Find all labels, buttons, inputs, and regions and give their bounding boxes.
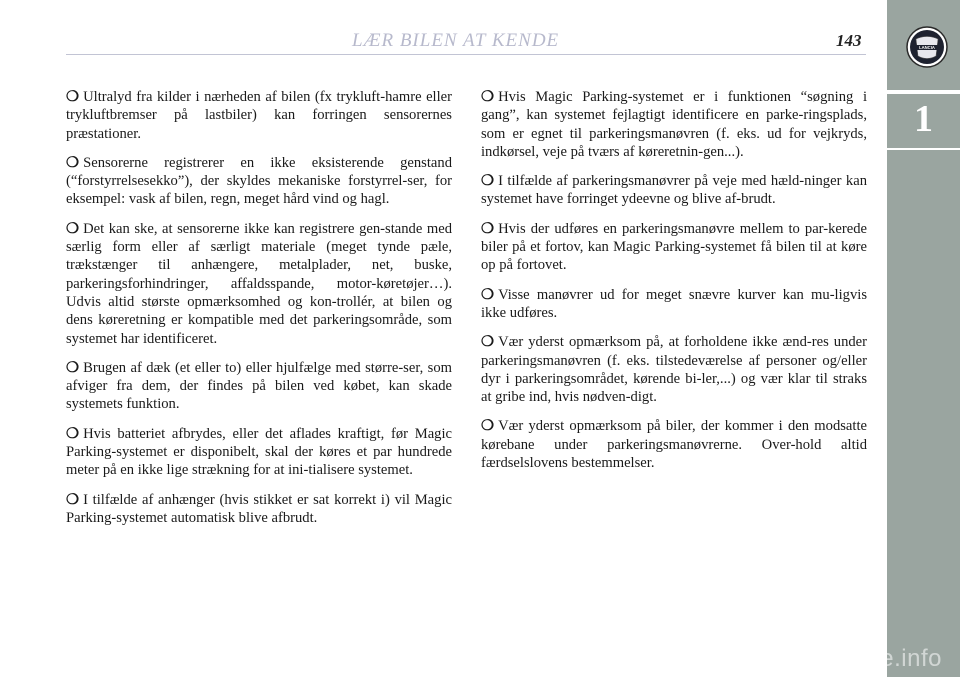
bullet-paragraph [481, 88, 867, 161]
paragraph-text: Vær yderst opmærksom på, at forholdene ikke ænd-res under parkeringsmanøvren (f. eks. tilstedeværelse af personer og/eller dyr i parkeringsområdet, kørende bi-ler,...) og vær klar til straks at gribe ind, hvis nødven-digt. [481, 334, 867, 406]
bullet-icon: ❍ [481, 89, 495, 105]
paragraph-text: Sensorerne registrerer en ikke eksisterende genstand (“forstyrrelsesekko”), der skyldes mekaniske forstyrrel-ser, for eksempel: vask af bilen, regn, meget hård vind og hagl. [66, 154, 452, 208]
bullet-icon: ❍ [481, 173, 495, 190]
lancia-logo-icon [905, 25, 949, 69]
bullet-icon: ❍ [481, 286, 495, 303]
page-header-title: LÆR BILEN AT KENDE [352, 30, 560, 51]
bullet-icon: ❍ [481, 334, 495, 351]
bullet-icon: ❍ [66, 220, 80, 237]
bullet-paragraph [481, 286, 867, 323]
paragraph-text: Hvis Magic Parking-systemet er i funktionen “søgning i gang”, kan systemet fejlagtigt identificere en parke-ringsplads, som er egnet til parkeringsmanøvren (f. eks. ud for vejkryds, indkørsel, veje på tværs af køreretnin-gen...). [481, 89, 867, 160]
bullet-icon: ❍ [481, 220, 495, 237]
logo-text: LANCIA [919, 45, 935, 50]
bullet-icon: ❍ [66, 154, 80, 171]
tab-divider [887, 148, 960, 150]
bullet-paragraph [66, 154, 452, 209]
bullet-paragraph [481, 333, 867, 406]
bullet-paragraph [66, 359, 452, 414]
bullet-paragraph [481, 417, 867, 472]
right-text-column [481, 88, 867, 483]
paragraph-text: Brugen af dæk (et eller to) eller hjulfælge med større-ser, som afviger fra dem, der findes på bilen ved købet, kan skade systemets funktion. [66, 359, 452, 413]
bullet-paragraph [66, 220, 452, 348]
bullet-icon: ❍ [481, 418, 495, 435]
paragraph-text: Det kan ske, at sensorerne ikke kan registrere gen-stande med særlig form eller af særligt materiale (meget tynde pæle, trækstænger til anhængere, metalplader, net, buske, parkeringsforhindringer, affaldsspande, motor-køretøjer…). Udvis altid største opmærksomhed og kon-trollér, at bilen og dens køreretning er kompatible med det parkeringsområde, som systemet har identificeret. [66, 220, 452, 347]
bullet-paragraph [66, 88, 452, 143]
header-divider [66, 54, 866, 55]
paragraph-text: I tilfælde af anhænger (hvis stikket er sat korrekt i) vil Magic Parking-systemet automatisk blive afbrudt. [66, 491, 452, 526]
bullet-icon: ❍ [66, 425, 80, 442]
bullet-paragraph [66, 425, 452, 480]
watermark: carmanualsonline.info [698, 645, 942, 672]
paragraph-text: Hvis batteriet afbrydes, eller det aflades kraftigt, før Magic Parking-systemet er disponibelt, skal der køres et par hundrede meter på en ikke lige strækning for at ini-tialisere systemet. [66, 425, 452, 479]
chapter-side-tab [887, 0, 960, 677]
tab-separator [887, 90, 960, 94]
left-text-column [66, 88, 452, 538]
bullet-paragraph [481, 172, 867, 209]
bullet-paragraph [481, 220, 867, 275]
bullet-icon: ❍ [66, 359, 80, 376]
page-number: 143 [836, 31, 862, 50]
paragraph-text: I tilfælde af parkeringsmanøvrer på veje med hæld-ninger kan systemet have forringet ydeevne og blive af-brudt. [481, 173, 867, 208]
bullet-icon: ❍ [66, 89, 80, 105]
bullet-paragraph [66, 491, 452, 528]
chapter-number: 1 [914, 98, 933, 140]
bullet-icon: ❍ [66, 491, 80, 508]
paragraph-text: Ultralyd fra kilder i nærheden af bilen (fx trykluft-hamre eller trykluftbremser på lastbiler) kan forringen sensorernes præstationer. [66, 89, 452, 142]
paragraph-text: Visse manøvrer ud for meget snævre kurver kan mu-ligvis ikke udføres. [481, 286, 867, 321]
paragraph-text: Vær yderst opmærksom på biler, der kommer i den modsatte kørebane under parkeringsmanøvrerne. Over-hold altid færdselslovens bestemmelser. [481, 418, 867, 472]
paragraph-text: Hvis der udføres en parkeringsmanøvre mellem to par-kerede biler på et fortov, kan Magic Parking-systemet få bilen til at køre op på fortovet. [481, 220, 867, 274]
